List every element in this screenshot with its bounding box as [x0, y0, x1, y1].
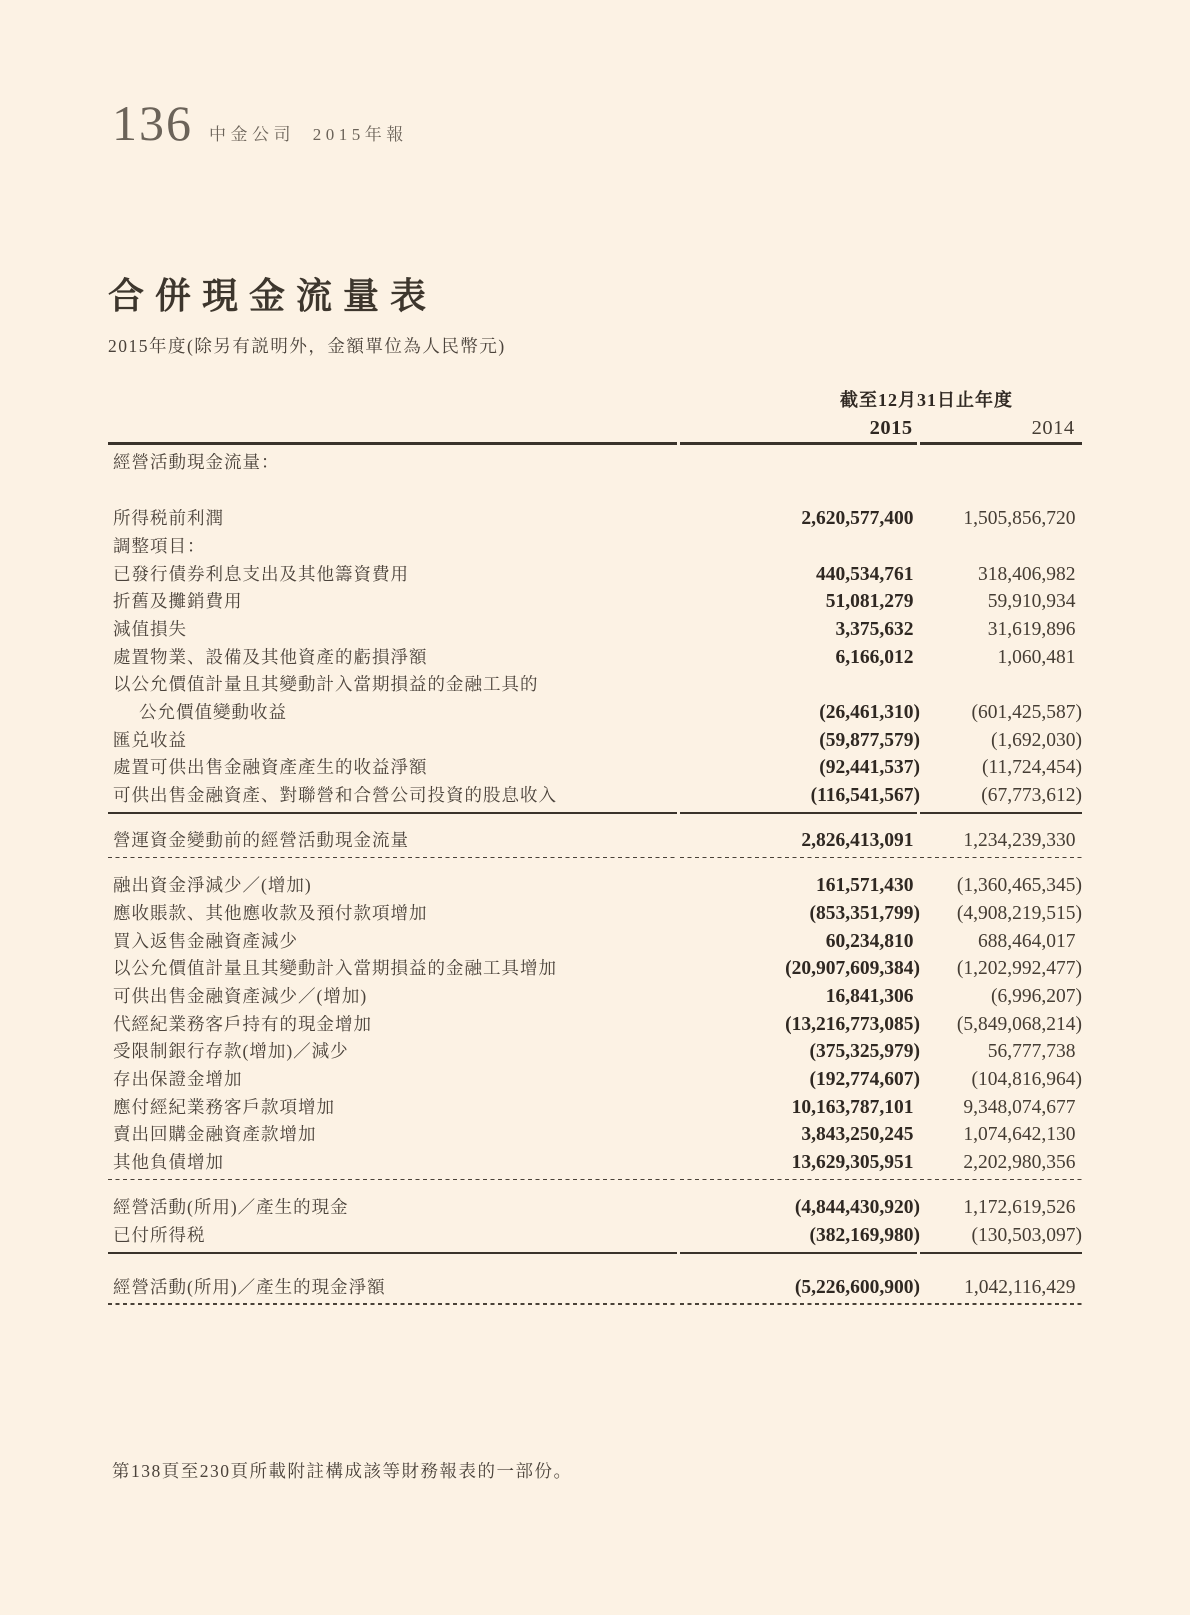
- value-2015: 3,375,632: [835, 619, 914, 641]
- rule-segment: [920, 812, 1082, 814]
- table-row: [108, 1094, 1082, 1122]
- row-label: 可供出售金融資產減少／(增加): [113, 985, 368, 1006]
- table-row: [108, 505, 1082, 533]
- row-label: 可供出售金融資產、對聯營和合營公司投資的股息收入: [113, 785, 557, 806]
- header-rule: [108, 442, 1082, 445]
- row-label: 已付所得税: [113, 1224, 206, 1245]
- row-label: 應付經紀業務客戶款項增加: [113, 1096, 335, 1117]
- row-label: 已發行債券利息支出及其他籌資費用: [113, 563, 409, 584]
- value-2014: 1,060,481: [997, 646, 1076, 668]
- value-2015: (4,844,430,920): [794, 1197, 920, 1219]
- value-2015: (20,907,609,384): [785, 958, 920, 980]
- table-row: [108, 900, 1082, 928]
- value-2015: (92,441,537): [819, 757, 920, 779]
- value-2014: 688,464,017: [978, 930, 1076, 952]
- rule-dashed: [108, 857, 1082, 859]
- value-2015: 51,081,279: [825, 591, 914, 613]
- rule-segment: [920, 442, 1082, 445]
- rule-segment: [680, 812, 917, 814]
- page-number: 136: [112, 95, 193, 151]
- value-2014: (104,816,964): [971, 1068, 1082, 1090]
- value-2014: 59,910,934: [987, 591, 1076, 613]
- rule-segment: [108, 812, 677, 814]
- value-2015: 440,534,761: [816, 563, 914, 585]
- value-2014: 9,348,074,677: [963, 1096, 1076, 1118]
- value-2014: (601,425,587): [971, 702, 1082, 724]
- table-row: [108, 588, 1082, 616]
- value-2015: 3,843,250,245: [801, 1124, 914, 1146]
- value-2015: (26,461,310): [819, 702, 920, 724]
- value-2015: (5,226,600,900): [794, 1276, 920, 1298]
- value-2014: (1,692,030): [991, 729, 1082, 751]
- rule-segment: [920, 857, 1082, 859]
- statement-subtitle: 2015年度(除另有説明外，金額單位為人民幣元): [108, 336, 506, 356]
- spacer: [108, 1180, 1082, 1194]
- table-row: [108, 983, 1082, 1011]
- table-row: [108, 561, 1082, 589]
- row-label: 處置可供出售金融資產產生的收益淨額: [113, 757, 428, 778]
- cash-flow-table: [108, 374, 1082, 1305]
- table-row: [108, 1194, 1082, 1222]
- row-label: 匯兑收益: [113, 729, 187, 750]
- value-2015: (116,541,567): [810, 785, 920, 807]
- table-row: [108, 1149, 1082, 1177]
- value-2014: 31,619,896: [987, 619, 1076, 641]
- spacer: [108, 476, 1082, 505]
- rule-segment: [108, 1252, 677, 1254]
- row-label: 融出資金淨減少／(增加): [113, 875, 312, 896]
- value-2015: 10,163,787,101: [791, 1096, 914, 1118]
- table-row: [108, 727, 1082, 755]
- table-row: [108, 827, 1082, 855]
- rule-segment: [108, 857, 677, 859]
- value-2014: (130,503,097): [971, 1224, 1082, 1246]
- period-header: 截至12月31日止年度: [840, 390, 1013, 410]
- statement-title: 合併現金流量表: [108, 276, 438, 316]
- value-2014: 1,172,619,526: [963, 1197, 1076, 1219]
- rule-segment: [108, 1179, 677, 1181]
- column-header-2015: 2015: [869, 417, 913, 439]
- row-label: 經營活動現金流量：: [113, 451, 280, 472]
- row-label: 營運資金變動前的經營活動現金流量: [113, 829, 409, 850]
- row-label: 存出保證金增加: [113, 1068, 243, 1089]
- table-body: [108, 445, 1082, 1305]
- value-2015: (13,216,773,085): [785, 1013, 920, 1035]
- table-row: [108, 1274, 1082, 1302]
- row-label: 其他負債增加: [113, 1152, 224, 1172]
- table-row: [108, 872, 1082, 900]
- value-2015: 161,571,430: [816, 875, 914, 897]
- value-2015: 13,629,305,951: [791, 1152, 914, 1173]
- value-2015: (382,169,980): [809, 1224, 920, 1246]
- value-2014: (1,360,465,345): [956, 875, 1082, 897]
- rule-dashed: [108, 1179, 1082, 1181]
- row-label: 買入返售金融資產減少: [113, 930, 298, 951]
- value-2015: 2,620,577,400: [801, 508, 914, 530]
- report-year: 2015年報: [312, 125, 408, 144]
- value-2015: 2,826,413,091: [801, 829, 914, 851]
- table-row: [108, 782, 1082, 810]
- column-header-2014: 2014: [1031, 417, 1075, 439]
- value-2014: (5,849,068,214): [956, 1013, 1082, 1035]
- row-label: 受限制銀行存款(增加)／減少: [113, 1041, 349, 1062]
- value-2015: (375,325,979): [809, 1041, 920, 1063]
- company-name: 中金公司: [209, 125, 295, 144]
- rule-segment: [920, 1303, 1082, 1305]
- rule-segment: [680, 857, 917, 859]
- row-label: 以公允價值計量且其變動計入當期損益的金融工具增加: [113, 958, 557, 979]
- table-row: [108, 928, 1082, 956]
- year-columns-row: [108, 416, 1082, 440]
- table-row: [108, 1222, 1082, 1250]
- table-row: [108, 1038, 1082, 1066]
- report-caption: [209, 120, 408, 145]
- rule-segment: [680, 1252, 917, 1254]
- value-2014: 2,202,980,356: [963, 1152, 1076, 1173]
- value-2014: 1,234,239,330: [963, 829, 1076, 851]
- table-row: [108, 449, 1082, 477]
- row-label: 經營活動(所用)／產生的現金淨額: [113, 1276, 386, 1297]
- value-2015: (853,351,799): [809, 902, 920, 924]
- row-label: 公允價值變動收益: [139, 702, 287, 723]
- table-row: [108, 1011, 1082, 1039]
- rule-solid: [108, 1252, 1082, 1254]
- table-row: [108, 754, 1082, 782]
- rule-dashed: [108, 1303, 1082, 1305]
- value-2014: 1,074,642,130: [963, 1124, 1076, 1146]
- row-label: 減值損失: [113, 619, 187, 640]
- value-2014: (1,202,992,477): [956, 958, 1082, 980]
- rule-segment: [920, 1252, 1082, 1254]
- table-row: [108, 671, 1082, 699]
- spacer: [108, 814, 1082, 827]
- rule-solid: [108, 812, 1082, 814]
- row-label: 所得税前利潤: [113, 508, 224, 529]
- row-label: 代經紀業務客戶持有的現金增加: [113, 1013, 372, 1034]
- row-label: 賣出回購金融資產款增加: [113, 1124, 317, 1145]
- value-2014: 1,505,856,720: [963, 508, 1076, 530]
- value-2014: (11,724,454): [981, 757, 1082, 779]
- spacer: [108, 858, 1082, 872]
- table-row: [108, 644, 1082, 672]
- rule-segment: [680, 442, 917, 445]
- table-row: [108, 955, 1082, 983]
- rule-segment: [680, 1179, 917, 1181]
- value-2015: 60,234,810: [825, 930, 914, 952]
- row-label: 調整項目：: [113, 535, 206, 556]
- row-label: 應收賬款、其他應收款及預付款項增加: [113, 902, 428, 923]
- row-label: 處置物業、設備及其他資產的虧損淨額: [113, 646, 428, 667]
- rule-segment: [108, 442, 677, 445]
- value-2014: (4,908,219,515): [956, 902, 1082, 924]
- value-2015: 16,841,306: [825, 985, 914, 1007]
- table-row: [108, 699, 1082, 727]
- rule-segment: [920, 1179, 1082, 1181]
- table-row: [108, 1066, 1082, 1094]
- title-block: [108, 268, 1082, 358]
- row-label: 以公允價值計量且其變動計入當期損益的金融工具的: [113, 674, 539, 695]
- table-row: [108, 1121, 1082, 1149]
- value-2014: 56,777,738: [987, 1041, 1076, 1063]
- value-2015: 6,166,012: [835, 646, 914, 668]
- value-2014: 318,406,982: [978, 563, 1076, 585]
- table-row: [108, 533, 1082, 561]
- page-header: [112, 94, 408, 152]
- table-row: [108, 616, 1082, 644]
- value-2014: (67,773,612): [981, 785, 1082, 807]
- rule-segment: [108, 1303, 677, 1305]
- row-label: 折舊及攤銷費用: [113, 591, 243, 612]
- footnote: 第138頁至230頁所載附註構成該等財務報表的一部份。: [112, 1461, 573, 1481]
- value-2015: (59,877,579): [819, 729, 920, 751]
- row-label: 經營活動(所用)／產生的現金: [113, 1197, 349, 1218]
- spacer: [108, 1254, 1082, 1274]
- value-2014: (6,996,207): [991, 985, 1082, 1007]
- value-2014: 1,042,116,429: [964, 1276, 1076, 1298]
- value-2015: (192,774,607): [809, 1068, 920, 1090]
- rule-segment: [680, 1303, 917, 1305]
